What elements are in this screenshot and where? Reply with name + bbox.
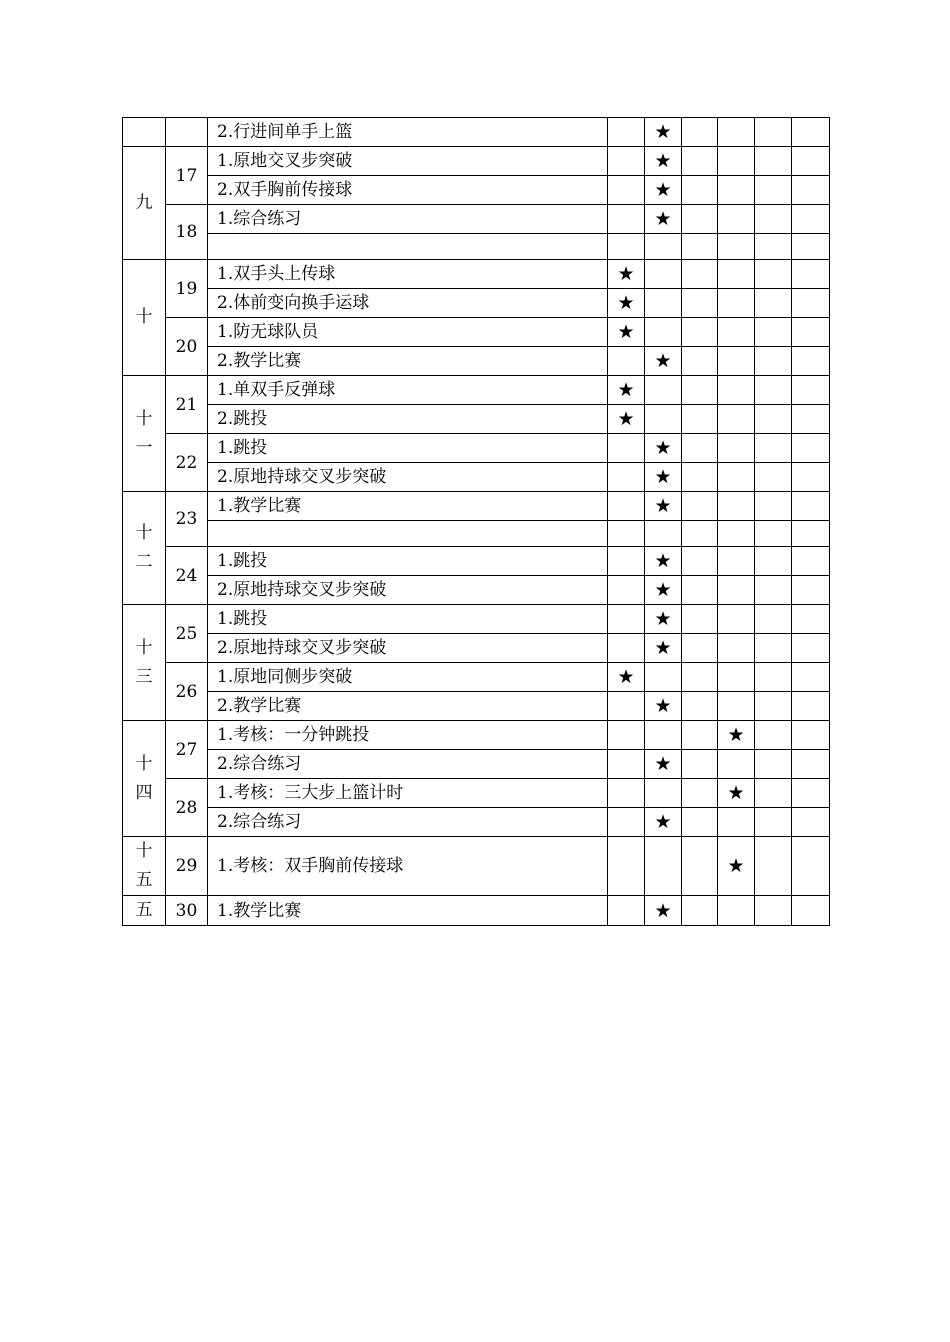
level-cell-2 [645, 147, 682, 176]
level-cell-5 [755, 808, 792, 837]
level-cell-5 [755, 750, 792, 779]
level-cell-5 [755, 147, 792, 176]
star-icon: ★ [727, 855, 745, 877]
star-icon: ★ [617, 321, 635, 343]
star-icon: ★ [654, 437, 672, 459]
lesson-content: 2.体前变向换手运球 [208, 289, 608, 318]
lesson-content: 2.双手胸前传接球 [208, 176, 608, 205]
table-row [123, 405, 830, 434]
lesson-content: 1.跳投 [208, 547, 608, 576]
level-cell-5 [755, 205, 792, 234]
level-cell-1 [608, 634, 645, 663]
level-cell-5 [755, 289, 792, 318]
level-cell-2 [645, 434, 682, 463]
level-cell-1 [608, 721, 645, 750]
week-label: 十 [135, 408, 153, 429]
level-cell-5 [755, 318, 792, 347]
level-cell-1 [608, 234, 645, 260]
level-cell-5 [755, 118, 792, 147]
level-cell-6 [792, 605, 830, 634]
week-cell [123, 376, 166, 492]
level-cell-4 [718, 605, 755, 634]
level-cell-1 [608, 176, 645, 205]
week-cell [123, 260, 166, 376]
level-cell-4 [718, 808, 755, 837]
level-cell-2 [645, 260, 682, 289]
week-label: 十 [135, 637, 153, 658]
lesson-number: 19 [166, 260, 208, 318]
table-row [123, 634, 830, 663]
level-cell-4 [718, 663, 755, 692]
level-cell-2 [645, 663, 682, 692]
level-cell-4 [718, 779, 755, 808]
level-cell-2 [645, 376, 682, 405]
level-cell-3 [682, 576, 718, 605]
star-icon: ★ [617, 292, 635, 314]
teaching-plan-table [122, 117, 830, 926]
star-icon: ★ [654, 695, 672, 717]
star-icon: ★ [654, 121, 672, 143]
level-cell-3 [682, 434, 718, 463]
level-cell-5 [755, 434, 792, 463]
level-cell-6 [792, 547, 830, 576]
lesson-content: 2.原地持球交叉步突破 [208, 576, 608, 605]
star-icon: ★ [654, 179, 672, 201]
star-icon: ★ [727, 782, 745, 804]
level-cell-4 [718, 721, 755, 750]
level-cell-1 [608, 605, 645, 634]
level-cell-1 [608, 405, 645, 434]
lesson-number: 17 [166, 147, 208, 205]
level-cell-6 [792, 576, 830, 605]
level-cell-2 [645, 808, 682, 837]
week-cell [123, 605, 166, 721]
week-label: 四 [135, 782, 153, 803]
level-cell-1 [608, 118, 645, 147]
lesson-number: 26 [166, 663, 208, 721]
lesson-content: 1.双手头上传球 [208, 260, 608, 289]
week-label: 十 [135, 523, 153, 543]
level-cell-1 [608, 779, 645, 808]
lesson-content: 2.综合练习 [208, 808, 608, 837]
level-cell-3 [682, 405, 718, 434]
level-cell-5 [755, 347, 792, 376]
week-cell [123, 147, 166, 260]
lesson-number: 21 [166, 376, 208, 434]
lesson-content: 2.原地持球交叉步突破 [208, 634, 608, 663]
level-cell-1 [608, 576, 645, 605]
level-cell-5 [755, 234, 792, 260]
level-cell-1 [608, 663, 645, 692]
table-row [123, 779, 830, 808]
week-cell-empty [123, 118, 166, 147]
level-cell-2 [645, 547, 682, 576]
table-row [123, 576, 830, 605]
level-cell-2 [645, 576, 682, 605]
level-cell-1 [608, 318, 645, 347]
level-cell-3 [682, 347, 718, 376]
level-cell-6 [792, 779, 830, 808]
week-label: 二 [135, 552, 153, 572]
level-cell-6 [792, 463, 830, 492]
lesson-content: 1.跳投 [208, 605, 608, 634]
level-cell-2 [645, 750, 682, 779]
table-row [123, 521, 830, 547]
level-cell-6 [792, 634, 830, 663]
level-cell-2 [645, 721, 682, 750]
level-cell-5 [755, 663, 792, 692]
level-cell-2 [645, 205, 682, 234]
lesson-number: 22 [166, 434, 208, 492]
table-row [123, 663, 830, 692]
lesson-number: 24 [166, 547, 208, 605]
lesson-number: 25 [166, 605, 208, 663]
level-cell-5 [755, 260, 792, 289]
level-cell-3 [682, 808, 718, 837]
level-cell-1 [608, 289, 645, 318]
star-icon: ★ [617, 666, 635, 688]
star-icon: ★ [654, 811, 672, 833]
level-cell-6 [792, 260, 830, 289]
level-cell-1 [608, 837, 645, 896]
level-cell-3 [682, 663, 718, 692]
table-row [123, 492, 830, 521]
level-cell-2 [645, 692, 682, 721]
level-cell-3 [682, 260, 718, 289]
level-cell-2 [645, 634, 682, 663]
level-cell-3 [682, 837, 718, 896]
level-cell-5 [755, 176, 792, 205]
table-row [123, 692, 830, 721]
level-cell-6 [792, 721, 830, 750]
level-cell-3 [682, 521, 718, 547]
lesson-content: 1.原地交叉步突破 [208, 147, 608, 176]
table-row [123, 808, 830, 837]
level-cell-5 [755, 896, 792, 926]
lesson-content: 2.原地持球交叉步突破 [208, 463, 608, 492]
level-cell-6 [792, 808, 830, 837]
level-cell-5 [755, 547, 792, 576]
week-label: 五 [135, 870, 153, 890]
star-icon: ★ [617, 379, 635, 401]
level-cell-6 [792, 347, 830, 376]
level-cell-4 [718, 750, 755, 779]
level-cell-6 [792, 521, 830, 547]
level-cell-1 [608, 205, 645, 234]
star-icon: ★ [727, 724, 745, 746]
level-cell-2 [645, 492, 682, 521]
level-cell-5 [755, 576, 792, 605]
table-row [123, 434, 830, 463]
level-cell-6 [792, 896, 830, 926]
level-cell-1 [608, 347, 645, 376]
level-cell-4 [718, 692, 755, 721]
lesson-content: 2.教学比赛 [208, 347, 608, 376]
table-row [123, 205, 830, 234]
level-cell-4 [718, 376, 755, 405]
level-cell-5 [755, 779, 792, 808]
level-cell-3 [682, 376, 718, 405]
level-cell-3 [682, 318, 718, 347]
level-cell-3 [682, 234, 718, 260]
level-cell-3 [682, 118, 718, 147]
table-row [123, 147, 830, 176]
level-cell-1 [608, 521, 645, 547]
level-cell-4 [718, 492, 755, 521]
level-cell-2 [645, 605, 682, 634]
level-cell-4 [718, 521, 755, 547]
table-row [123, 750, 830, 779]
star-icon: ★ [654, 753, 672, 775]
table-row [123, 118, 830, 147]
level-cell-4 [718, 896, 755, 926]
level-cell-1 [608, 808, 645, 837]
table-row [123, 896, 830, 926]
level-cell-6 [792, 234, 830, 260]
lesson-content: 2.跳投 [208, 405, 608, 434]
level-cell-5 [755, 492, 792, 521]
lesson-number: 29 [166, 837, 208, 896]
week-cell [123, 492, 166, 605]
level-cell-3 [682, 289, 718, 318]
level-cell-1 [608, 434, 645, 463]
level-cell-5 [755, 521, 792, 547]
level-cell-3 [682, 605, 718, 634]
level-cell-1 [608, 147, 645, 176]
level-cell-4 [718, 289, 755, 318]
level-cell-1 [608, 750, 645, 779]
table-row [123, 176, 830, 205]
table-row [123, 347, 830, 376]
table-row [123, 605, 830, 634]
level-cell-3 [682, 176, 718, 205]
level-cell-5 [755, 721, 792, 750]
star-icon: ★ [654, 495, 672, 517]
table-row [123, 376, 830, 405]
level-cell-2 [645, 347, 682, 376]
level-cell-6 [792, 205, 830, 234]
level-cell-4 [718, 347, 755, 376]
level-cell-3 [682, 147, 718, 176]
level-cell-1 [608, 463, 645, 492]
level-cell-2 [645, 176, 682, 205]
level-cell-1 [608, 260, 645, 289]
star-icon: ★ [654, 637, 672, 659]
level-cell-6 [792, 176, 830, 205]
level-cell-6 [792, 434, 830, 463]
star-icon: ★ [654, 150, 672, 172]
level-cell-1 [608, 692, 645, 721]
table-row [123, 837, 830, 896]
star-icon: ★ [654, 350, 672, 372]
level-cell-2 [645, 896, 682, 926]
level-cell-5 [755, 376, 792, 405]
lesson-number: 27 [166, 721, 208, 779]
star-icon: ★ [654, 579, 672, 601]
level-cell-5 [755, 605, 792, 634]
lesson-cell-empty [166, 118, 208, 147]
level-cell-1 [608, 547, 645, 576]
level-cell-3 [682, 634, 718, 663]
week-cell [123, 721, 166, 837]
table-row [123, 260, 830, 289]
week-label: 十 [135, 841, 153, 861]
level-cell-4 [718, 318, 755, 347]
level-cell-1 [608, 492, 645, 521]
table-row [123, 463, 830, 492]
level-cell-6 [792, 837, 830, 896]
level-cell-6 [792, 663, 830, 692]
level-cell-6 [792, 492, 830, 521]
star-icon: ★ [654, 899, 672, 922]
lesson-content: 1.原地同侧步突破 [208, 663, 608, 692]
level-cell-4 [718, 576, 755, 605]
level-cell-5 [755, 463, 792, 492]
level-cell-4 [718, 147, 755, 176]
star-icon: ★ [654, 608, 672, 630]
table-row [123, 234, 830, 260]
level-cell-2 [645, 521, 682, 547]
table-row [123, 721, 830, 750]
level-cell-3 [682, 205, 718, 234]
level-cell-5 [755, 405, 792, 434]
week-label: 一 [135, 437, 153, 458]
week-cell [123, 837, 166, 896]
level-cell-4 [718, 634, 755, 663]
table-row [123, 318, 830, 347]
lesson-content: 1.单双手反弹球 [208, 376, 608, 405]
level-cell-5 [755, 634, 792, 663]
week-label: 九 [135, 192, 153, 213]
table-row [123, 289, 830, 318]
level-cell-3 [682, 692, 718, 721]
level-cell-2 [645, 289, 682, 318]
level-cell-2 [645, 837, 682, 896]
level-cell-2 [645, 118, 682, 147]
star-icon: ★ [617, 263, 635, 285]
week-label: 五 [135, 900, 153, 920]
lesson-content: 2.行进间单手上篮 [208, 118, 608, 147]
level-cell-2 [645, 463, 682, 492]
lesson-content: 1.防无球队员 [208, 318, 608, 347]
level-cell-2 [645, 318, 682, 347]
level-cell-6 [792, 118, 830, 147]
lesson-content: 1.考核：双手胸前传接球 [208, 837, 608, 896]
lesson-content: 1.跳投 [208, 434, 608, 463]
star-icon: ★ [617, 408, 635, 430]
level-cell-4 [718, 205, 755, 234]
level-cell-4 [718, 118, 755, 147]
level-cell-6 [792, 376, 830, 405]
week-label: 十 [135, 753, 153, 774]
level-cell-4 [718, 405, 755, 434]
lesson-content [208, 234, 608, 260]
lesson-content: 2.教学比赛 [208, 692, 608, 721]
lesson-content: 1.教学比赛 [208, 492, 608, 521]
level-cell-4 [718, 176, 755, 205]
level-cell-4 [718, 837, 755, 896]
level-cell-3 [682, 463, 718, 492]
level-cell-4 [718, 547, 755, 576]
lesson-content [208, 521, 608, 547]
lesson-number: 30 [166, 896, 208, 926]
level-cell-4 [718, 463, 755, 492]
level-cell-5 [755, 837, 792, 896]
lesson-content: 1.教学比赛 [208, 896, 608, 926]
lesson-number: 28 [166, 779, 208, 837]
star-icon: ★ [654, 550, 672, 572]
level-cell-1 [608, 376, 645, 405]
level-cell-5 [755, 692, 792, 721]
table-body [123, 118, 830, 926]
level-cell-1 [608, 896, 645, 926]
level-cell-4 [718, 260, 755, 289]
lesson-content: 1.考核：一分钟跳投 [208, 721, 608, 750]
level-cell-2 [645, 779, 682, 808]
level-cell-6 [792, 318, 830, 347]
table-row [123, 547, 830, 576]
level-cell-6 [792, 750, 830, 779]
level-cell-3 [682, 779, 718, 808]
level-cell-4 [718, 434, 755, 463]
level-cell-3 [682, 721, 718, 750]
level-cell-3 [682, 492, 718, 521]
lesson-content: 2.综合练习 [208, 750, 608, 779]
week-cell [123, 896, 166, 926]
level-cell-3 [682, 896, 718, 926]
level-cell-4 [718, 234, 755, 260]
week-label: 三 [135, 666, 153, 687]
week-label: 十 [135, 307, 153, 327]
level-cell-6 [792, 289, 830, 318]
level-cell-3 [682, 547, 718, 576]
star-icon: ★ [654, 208, 672, 230]
level-cell-2 [645, 234, 682, 260]
lesson-number: 20 [166, 318, 208, 376]
level-cell-6 [792, 692, 830, 721]
lesson-content: 1.考核：三大步上篮计时 [208, 779, 608, 808]
star-icon: ★ [654, 466, 672, 488]
level-cell-2 [645, 405, 682, 434]
lesson-content: 1.综合练习 [208, 205, 608, 234]
level-cell-3 [682, 750, 718, 779]
lesson-number: 23 [166, 492, 208, 547]
lesson-number: 18 [166, 205, 208, 260]
level-cell-6 [792, 405, 830, 434]
level-cell-6 [792, 147, 830, 176]
